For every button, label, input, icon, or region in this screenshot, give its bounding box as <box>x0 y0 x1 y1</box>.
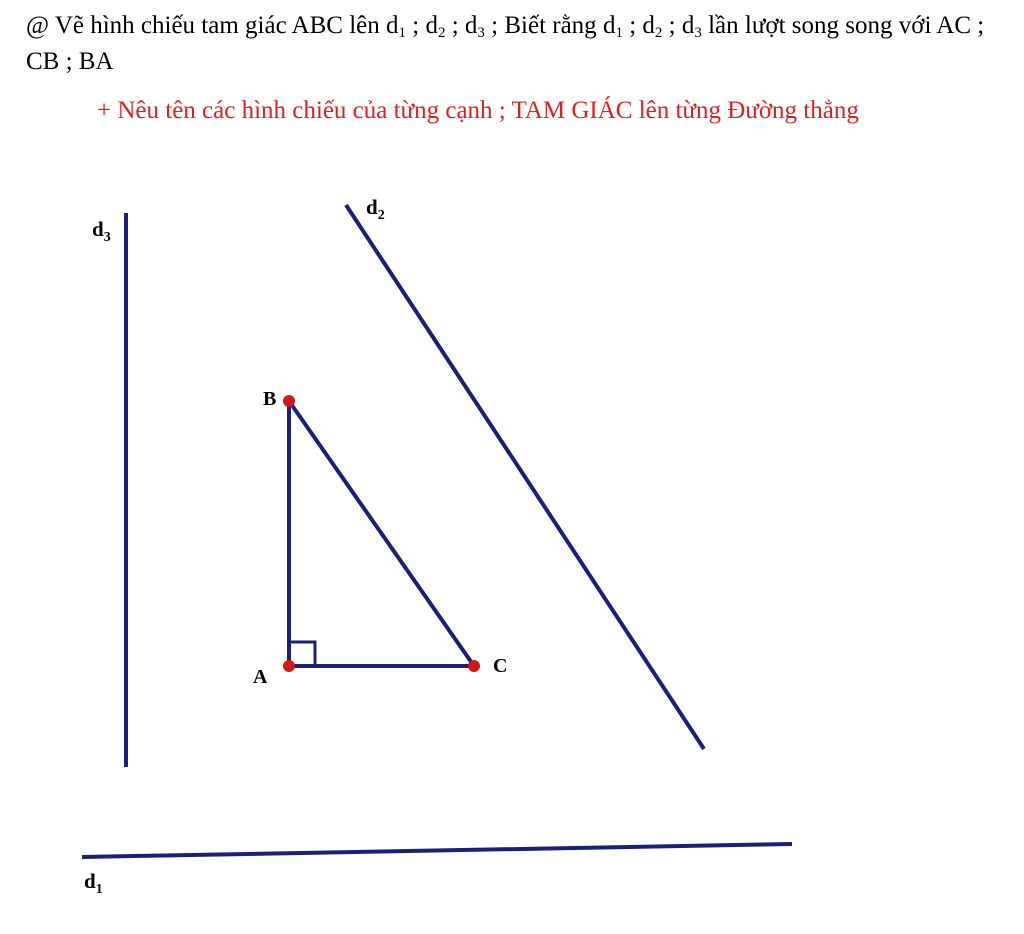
d1-ref: $d_1$ <box>386 12 406 41</box>
question-middle: ; Biết rằng <box>484 12 603 39</box>
d2-ref-2: $d_2$ <box>642 12 663 41</box>
task-instruction: + Nêu tên các hình chiếu của từng cạnh ; TAM GIÁC lên từng Đường thẳng <box>97 97 859 124</box>
label-d3: $d_3$ <box>92 217 111 245</box>
problem-statement: @ Vẽ hình chiếu tam giác ABC lên $d_1$ ; $d_2$ ; $d_3$ ; Biết rằng $d_1$ ; $d_2$ ; $d_3$ lần lượt song song với AC ; CB ; BA <box>26 12 985 75</box>
line-d1 <box>82 844 792 857</box>
label-d2: $d_2$ <box>366 195 385 223</box>
label-a: A <box>253 666 268 688</box>
point-b <box>283 395 295 407</box>
label-d1: $d_1$ <box>84 869 103 897</box>
segment-cb <box>289 401 474 666</box>
d2-ref: $d_2$ <box>425 12 446 41</box>
label-b: B <box>263 388 277 410</box>
point-a <box>283 660 295 672</box>
d3-ref-2: $d_3$ <box>681 12 702 41</box>
label-c: C <box>493 655 508 677</box>
question-prefix: @ Vẽ hình chiếu tam giác ABC lên <box>26 12 386 39</box>
d3-ref: $d_3$ <box>464 12 485 41</box>
question-suffix: lần lượt song song với AC ; CB ; BA <box>26 12 985 75</box>
point-c <box>468 660 480 672</box>
d1-ref-2: $d_1$ <box>602 12 623 41</box>
